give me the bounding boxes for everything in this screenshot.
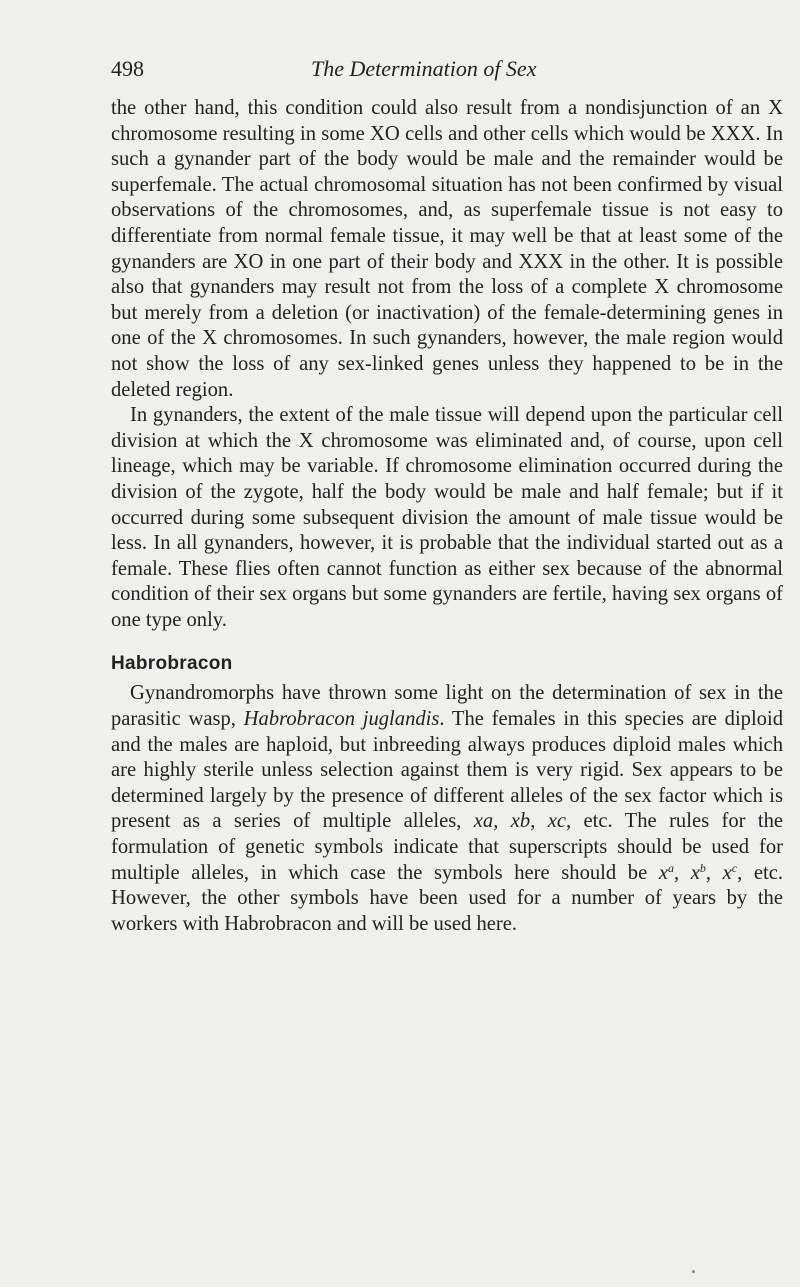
superscript-a: a — [667, 860, 674, 875]
habrobracon-text-3: , etc. The rules for the formulation of genetic symbols indicate that superscripts should be used for multiple alleles, in which case the symbols here should be — [111, 810, 784, 884]
running-head — [111, 56, 783, 96]
paragraph-gynander-extent: In gynanders, the extent of the male tissue will depend upon the particular cell division at which the X chromosome was eliminated and, of course, upon cell lineage, which may be variable. If chromosome elimination occurred during the division of the zygote, half the body would be male and half female; but if it occurred during some subsequent division the amount of male tissue would be less. In all gynanders, however, it is probable that the individual started out as a female. These flies often cannot function as either sex because of the abnormal condition of their sex organs but some gynanders are fertile, having sex organs of one type only. — [111, 404, 783, 631]
running-title: The Determination of Sex — [311, 56, 537, 81]
allele-xa: xa — [473, 810, 494, 833]
species-name: Habrobracon juglandis — [243, 708, 440, 731]
symbol-x: x — [690, 861, 700, 884]
page-speck — [692, 1270, 695, 1273]
allele-separator: , — [530, 810, 548, 833]
habrobracon-text-2: . The females in this species are diploid and the males are haploid, but inbreeding always produces diploid males which are highly sterile unless selection against them is very rigid. Sex appears to be determined largely by the presence of different alleles of the sex factor which is present as a series of multiple alleles, — [111, 708, 784, 833]
book-page — [111, 56, 783, 937]
habrobracon-text-4: , etc. However, the other symbols have been used for a number of years by the workers with Habrobracon and will be used here. — [111, 861, 784, 935]
habrobracon-text-1: Gynandromorphs have thrown some light on the determination of sex in the parasitic wasp, — [111, 682, 783, 731]
page-number: 498 — [111, 56, 144, 81]
paragraph-habrobracon: Gynandromorphs have thrown some light on the determination of sex in the parasitic wasp, Habrobracon juglandis. The females in this species are diploid and the males are haploid, but inbreeding always produces diploid males which are highly sterile unless selection against them is very rigid. Sex appears to be determined largely by the presence of different alleles of the sex factor which is present as a series of multiple alleles, xa, xb, xc, etc. The rules for the formulation of genetic symbols indicate that superscripts should be used for multiple alleles, in which case the symbols here should be $x^a$, $x^b$, $x^c$, etc. However, the other symbols have been used for a number of years by the workers with Habrobracon and will be used here. — [111, 682, 784, 935]
paragraph-gynander-continuation: the other hand, this condition could also result from a nondisjunction of an X chromosome resulting in some XO cells and other cells which would be XXX. In such a gynander part of the body would be male and the remainder would be superfemale. The actual chromosomal situation has not been confirmed by visual observations of the chromosomes, and, as superfemale tissue is not easy to differentiate from normal female tissue, it may well be that at least some of the gynanders are XO in one part of their body and XXX in the other. It is possible also that gynanders may result not from the loss of a complete X chromosome but merely from a deletion (or inactivation) of the female-determining genes in one of the X chromosomes. In such gynanders, however, the male region would not show the loss of any sex-linked genes unless they happened to be in the deleted region. — [111, 97, 783, 401]
symbol-x: x — [722, 861, 732, 884]
allele-xb: xb — [510, 810, 531, 833]
allele-separator: , — [493, 810, 511, 833]
allele-xc: xc — [547, 810, 567, 833]
symbol-x: x — [658, 861, 668, 884]
superscript-b: b — [699, 860, 706, 875]
superscript-c: c — [731, 860, 738, 875]
section-heading-habrobracon: Habrobracon — [111, 653, 233, 675]
